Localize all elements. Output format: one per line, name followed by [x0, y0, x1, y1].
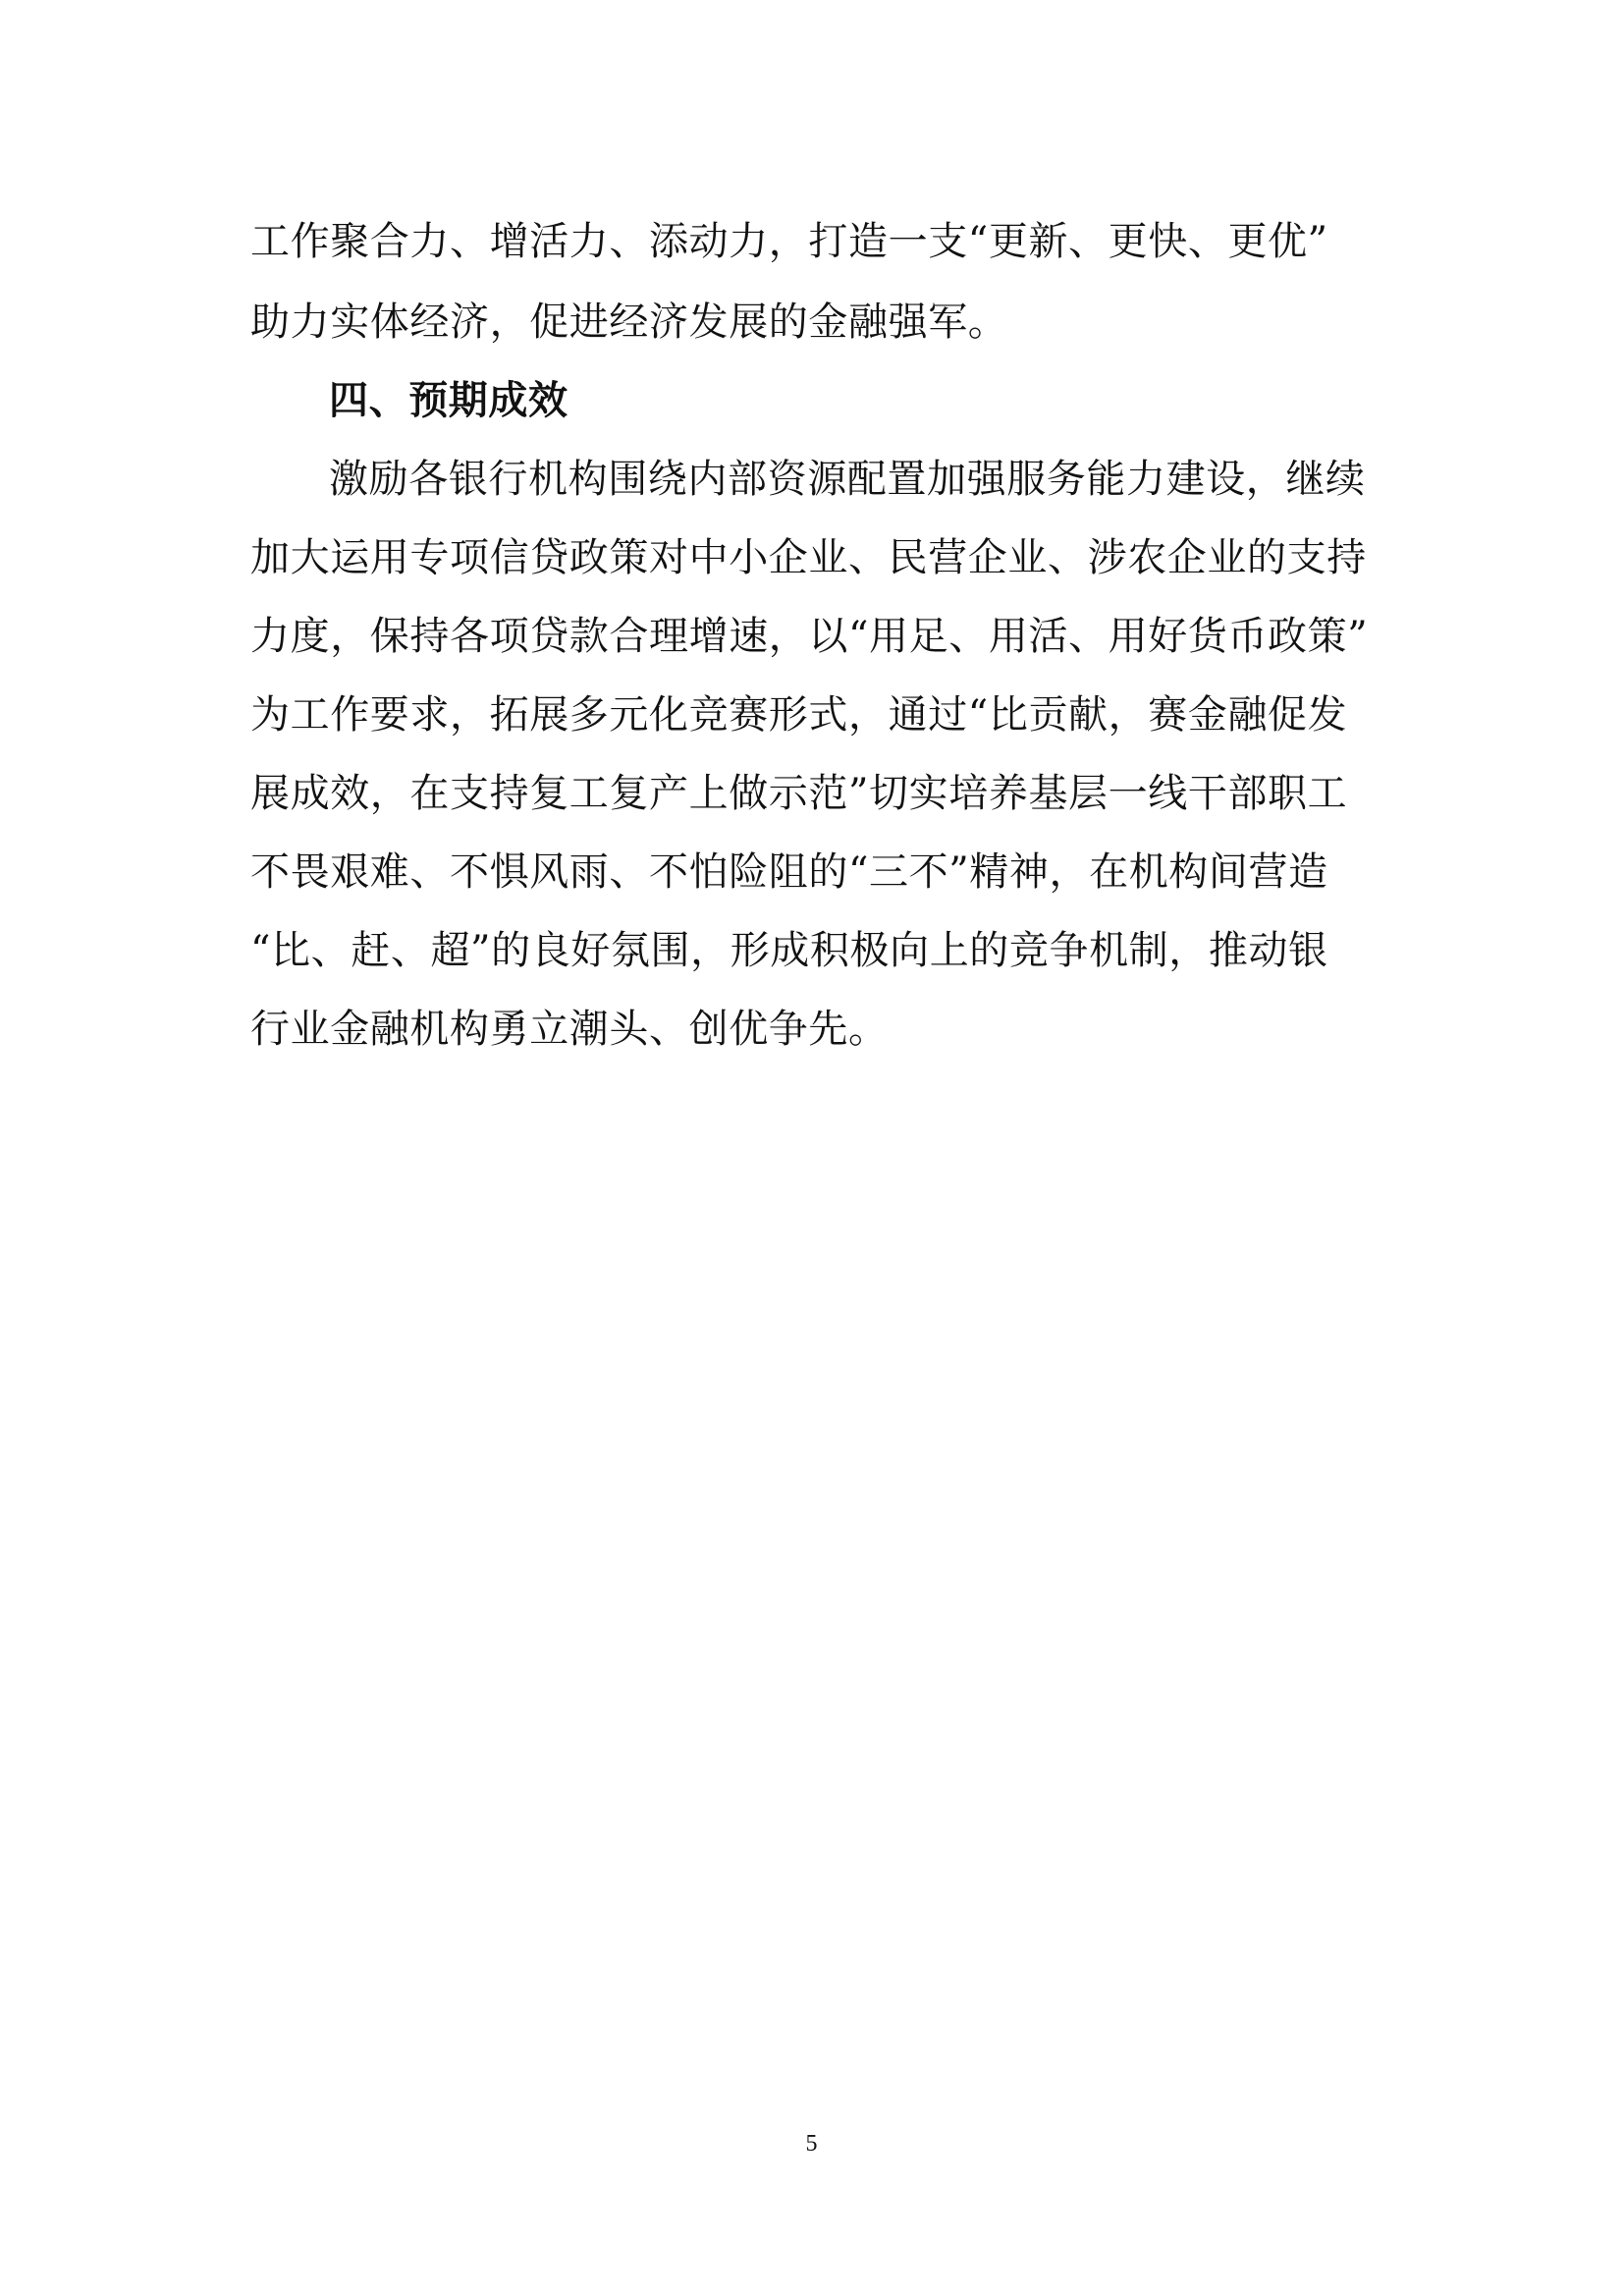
paragraph-line-5: 力度，保持各项贷款合理增速，以“用足、用活、用好货币政策”	[250, 614, 1369, 659]
section-heading: 四、预期成效	[329, 378, 568, 423]
paragraph-line-7: 展成效，在支持复工复产上做示范”切实培养基层一线干部职工	[250, 771, 1348, 816]
paragraph-line-3: 激励各银行机构围绕内部资源配置加强服务能力建设，继续	[329, 457, 1366, 502]
paragraph-line-8: 不畏艰难、不惧风雨、不怕险阻的“三不”精神，在机构间营造	[250, 849, 1328, 895]
page-number: 5	[805, 2131, 818, 2157]
paragraph-line-4: 加大运用专项信贷政策对中小企业、民营企业、涉农企业的支持	[250, 535, 1367, 580]
paragraph-line-10: 行业金融机构勇立潮头、创优争先。	[250, 1007, 889, 1052]
paragraph-line-9: “比、赶、超”的良好氛围，形成积极向上的竞争机制，推动银	[250, 928, 1328, 973]
paragraph-line-1: 工作聚合力、增活力、添动力，打造一支“更新、更快、更优”	[250, 219, 1328, 264]
paragraph-line-6: 为工作要求，拓展多元化竞赛形式，通过“比贡献，赛金融促发	[250, 692, 1348, 738]
paragraph-line-2: 助力实体经济，促进经济发展的金融强军。	[250, 300, 1008, 345]
